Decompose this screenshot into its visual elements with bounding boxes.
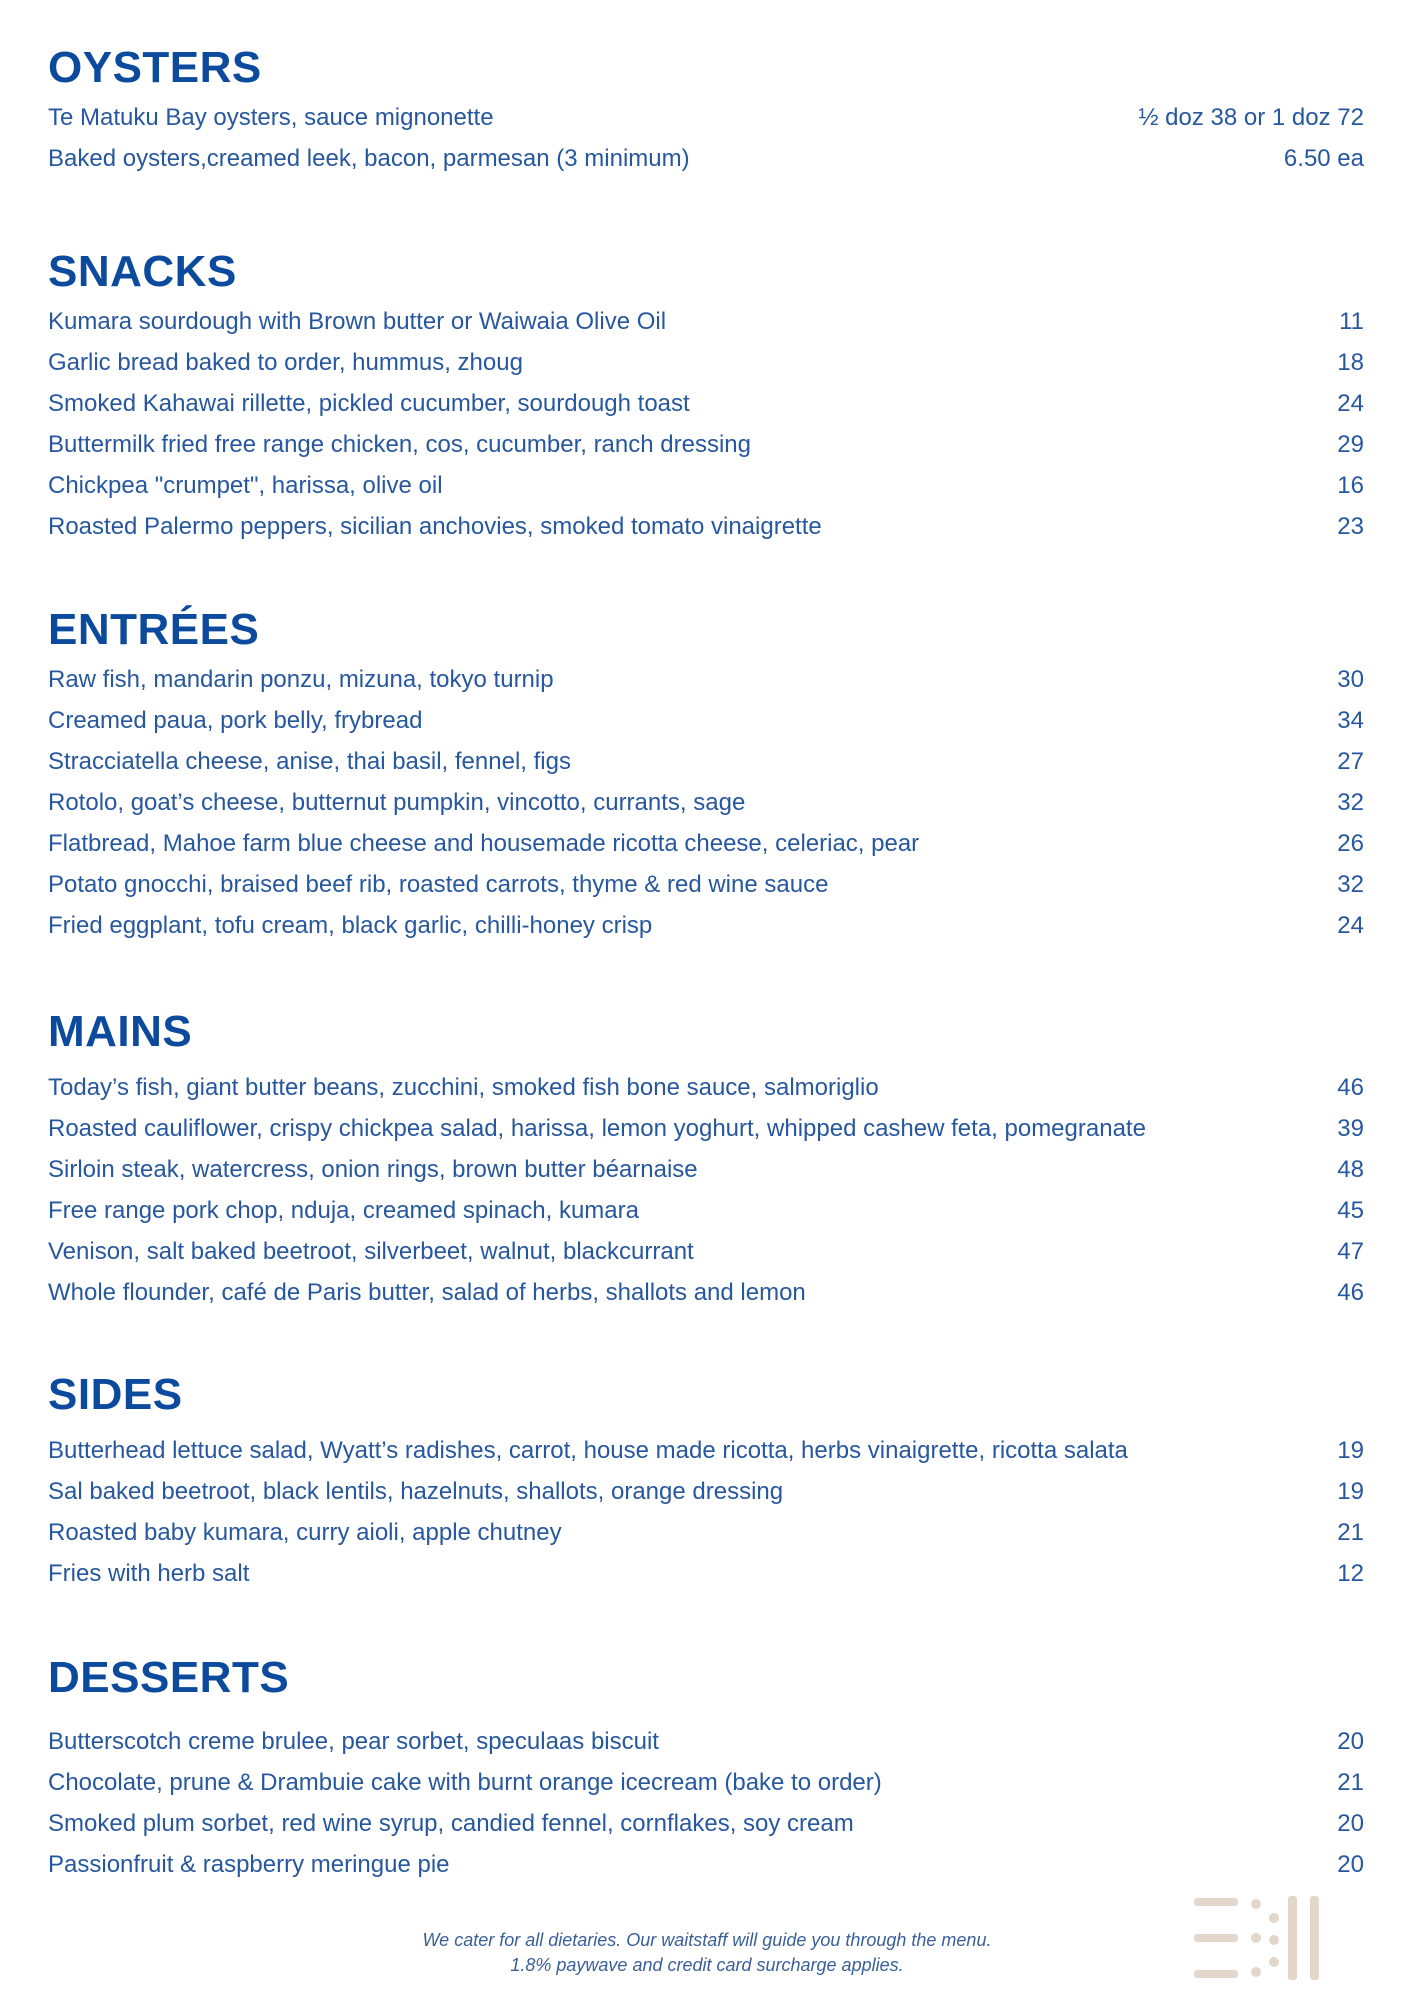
menu-item <box>48 871 1364 912</box>
menu-item <box>48 1560 1364 1601</box>
menu-item-price: 23 <box>1337 513 1364 540</box>
menu-item-price: 21 <box>1337 1519 1364 1546</box>
menu-item-price: 19 <box>1337 1478 1364 1505</box>
menu-item <box>48 707 1364 748</box>
menu-item <box>48 748 1364 789</box>
menu-item-price: 24 <box>1337 390 1364 417</box>
menu-item-price: 32 <box>1337 871 1364 898</box>
section-title: ENTRÉES <box>48 605 260 654</box>
section-desserts <box>48 1648 1364 1892</box>
menu-item-description: Free range pork chop, nduja, creamed spinach, kumara <box>48 1197 639 1224</box>
menu-item <box>48 308 1364 349</box>
menu-item <box>48 1769 1364 1810</box>
menu-item-price: 29 <box>1337 431 1364 458</box>
menu-item <box>48 1238 1364 1279</box>
menu-item <box>48 1279 1364 1320</box>
menu-item-price: 20 <box>1337 1728 1364 1755</box>
menu-item-price: 20 <box>1337 1810 1364 1837</box>
menu-item-price: 12 <box>1337 1560 1364 1587</box>
menu-item-description: Creamed paua, pork belly, frybread <box>48 707 423 734</box>
footer-line-dietaries: We cater for all dietaries. Our waitstaff will guide you through the menu. <box>422 1930 992 1950</box>
menu-item-price: 18 <box>1337 349 1364 376</box>
menu-item-description: Raw fish, mandarin ponzu, mizuna, tokyo turnip <box>48 666 554 693</box>
menu-item <box>48 1851 1364 1892</box>
section-oysters <box>48 38 1364 186</box>
menu-item-description: Butterscotch creme brulee, pear sorbet, speculaas biscuit <box>48 1728 659 1755</box>
menu-item <box>48 1810 1364 1851</box>
menu-item-description: Flatbread, Mahoe farm blue cheese and housemade ricotta cheese, celeriac, pear <box>48 830 920 857</box>
menu-item <box>48 1478 1364 1519</box>
section-title: DESSERTS <box>48 1653 290 1702</box>
menu-item <box>48 1156 1364 1197</box>
menu-item-price: 11 <box>1339 308 1364 335</box>
menu-item-description: Chickpea "crumpet", harissa, olive oil <box>48 472 443 499</box>
menu-item-description: Sirloin steak, watercress, onion rings, brown butter béarnaise <box>48 1156 698 1183</box>
menu-item-description: Roasted cauliflower, crispy chickpea salad, harissa, lemon yoghurt, whipped cashew feta, pomegranate <box>48 1115 1146 1142</box>
menu-item-description: Roasted baby kumara, curry aioli, apple chutney <box>48 1519 562 1546</box>
section-snacks <box>48 242 1364 554</box>
menu-item <box>48 1115 1364 1156</box>
menu-item <box>48 145 1364 186</box>
menu-item <box>48 666 1364 707</box>
menu-item <box>48 472 1364 513</box>
menu-items <box>48 308 1364 554</box>
menu-item-description: Potato gnocchi, braised beef rib, roasted carrots, thyme & red wine sauce <box>48 871 829 898</box>
menu-item-price: 39 <box>1337 1115 1364 1142</box>
restaurant-logo-icon <box>1194 1896 1324 1980</box>
menu-item-price: 16 <box>1337 472 1364 499</box>
menu-item-description: Venison, salt baked beetroot, silverbeet, walnut, blackcurrant <box>48 1238 694 1265</box>
section-title: SIDES <box>48 1370 183 1419</box>
menu-item-description: Sal baked beetroot, black lentils, hazelnuts, shallots, orange dressing <box>48 1478 784 1505</box>
menu-item-price: 30 <box>1337 666 1364 693</box>
menu-item-description: Roasted Palermo peppers, sicilian anchovies, smoked tomato vinaigrette <box>48 513 822 540</box>
section-title: SNACKS <box>48 247 237 296</box>
menu-item-price: 27 <box>1337 748 1364 775</box>
menu-item-description: Chocolate, prune & Drambuie cake with burnt orange icecream (bake to order) <box>48 1769 882 1796</box>
menu-item <box>48 830 1364 871</box>
section-mains <box>48 1002 1364 1320</box>
menu-item-price: 32 <box>1337 789 1364 816</box>
section-entrees <box>48 600 1364 953</box>
menu-item <box>48 912 1364 953</box>
section-title: OYSTERS <box>48 43 262 92</box>
footer-line-surcharge: 1.8% paywave and credit card surcharge applies. <box>510 1955 904 1975</box>
menu-item-description: Buttermilk fried free range chicken, cos, cucumber, ranch dressing <box>48 431 751 458</box>
menu-items <box>48 1728 1364 1892</box>
menu-item <box>48 789 1364 830</box>
menu-item-description: Fries with herb salt <box>48 1560 250 1587</box>
menu-item-price: 6.50 ea <box>1283 145 1364 172</box>
menu-item-price: 47 <box>1337 1238 1364 1265</box>
menu-item <box>48 513 1364 554</box>
menu-item-description: Passionfruit & raspberry meringue pie <box>48 1851 450 1878</box>
menu-item-description: Butterhead lettuce salad, Wyatt’s radishes, carrot, house made ricotta, herbs vinaigrette, ricotta salata <box>48 1437 1128 1464</box>
section-sides <box>48 1365 1364 1601</box>
menu-item-description: Rotolo, goat’s cheese, butternut pumpkin, vincotto, currants, sage <box>48 789 746 816</box>
menu-item-description: Fried eggplant, tofu cream, black garlic, chilli-honey crisp <box>48 912 653 939</box>
menu-items <box>48 666 1364 953</box>
menu-item-price: 48 <box>1337 1156 1364 1183</box>
menu-item-description: Whole flounder, café de Paris butter, salad of herbs, shallots and lemon <box>48 1279 806 1306</box>
menu-item-price: 19 <box>1337 1437 1364 1464</box>
menu-item-price: 20 <box>1337 1851 1364 1878</box>
menu-item-price: 24 <box>1337 912 1364 939</box>
menu-item <box>48 1728 1364 1769</box>
menu-item-description: Te Matuku Bay oysters, sauce mignonette <box>48 104 494 131</box>
menu-item <box>48 390 1364 431</box>
menu-item <box>48 1074 1364 1115</box>
menu-item-description: Smoked Kahawai rillette, pickled cucumber, sourdough toast <box>48 390 690 417</box>
menu-item-description: Smoked plum sorbet, red wine syrup, candied fennel, cornflakes, soy cream <box>48 1810 854 1837</box>
menu-item <box>48 1437 1364 1478</box>
menu-item <box>48 1197 1364 1238</box>
menu-items <box>48 1437 1364 1601</box>
menu-item-description: Garlic bread baked to order, hummus, zhoug <box>48 349 523 376</box>
menu-item <box>48 349 1364 390</box>
menu-item-description: Kumara sourdough with Brown butter or Waiwaia Olive Oil <box>48 308 667 335</box>
menu-item-price: ½ doz 38 or 1 doz 72 <box>1138 104 1364 131</box>
menu-item-description: Stracciatella cheese, anise, thai basil, fennel, figs <box>48 748 571 775</box>
menu-item <box>48 1519 1364 1560</box>
menu-items <box>48 104 1364 186</box>
menu-item-description: Baked oysters,creamed leek, bacon, parmesan (3 minimum) <box>48 145 690 172</box>
menu-item-price: 45 <box>1337 1197 1364 1224</box>
section-title: MAINS <box>48 1007 193 1056</box>
menu-item-price: 46 <box>1337 1279 1364 1306</box>
menu-item-price: 46 <box>1337 1074 1364 1101</box>
menu-item-description: Today’s fish, giant butter beans, zucchini, smoked fish bone sauce, salmoriglio <box>48 1074 879 1101</box>
menu-item-price: 26 <box>1337 830 1364 857</box>
menu-item <box>48 431 1364 472</box>
menu-item <box>48 104 1364 145</box>
menu-items <box>48 1074 1364 1320</box>
menu-item-price: 21 <box>1337 1769 1364 1796</box>
menu-item-price: 34 <box>1337 707 1364 734</box>
